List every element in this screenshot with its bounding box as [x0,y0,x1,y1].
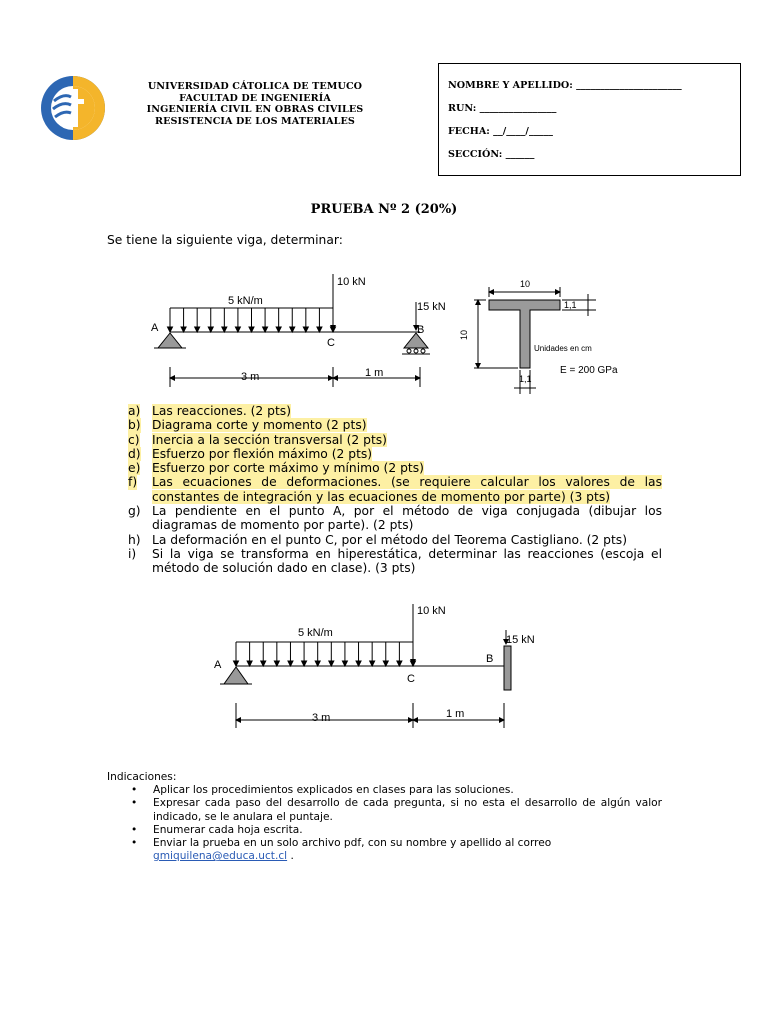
bullet-icon: • [131,837,138,850]
intro-text: Se tiene la siguiente viga, determinar: [107,233,343,247]
indication-text: Aplicar los procedimientos explicados en clases para las soluciones. [153,784,514,797]
question-letter: a) [128,404,141,418]
question-a [128,404,662,418]
bullet-icon: • [131,823,138,836]
university-logo [40,75,106,141]
node-c-label: C [407,673,415,685]
pin-support-a [224,667,248,684]
header-line: INGENIERÍA CIVIL EN OBRAS CIVILES [146,104,364,115]
span1-label: 3 m [241,371,260,383]
email-suffix: . [287,850,294,863]
university-header [120,81,390,127]
indication-text: Enumerar cada hoja escrita. [153,823,303,836]
question-g [128,504,662,533]
indication-text: Expresar cada paso del desarrollo de cada pregunta, si no esta el desarrollo de algún valor indicado, se le anulara el puntaje. [153,797,662,823]
name-field[interactable]: NOMBRE Y APELLIDO: ______________________ [448,80,682,91]
page-title: PRUEBA Nº 2 (20%) [310,202,458,217]
load-arrow-head [234,661,239,666]
section-field[interactable]: SECCIÓN: ______ [448,149,535,160]
email-link[interactable]: gmiquilena@educa.uct.cl [153,850,288,863]
indications-block [107,771,662,863]
span2-label: 1 m [365,367,384,379]
flange-thick-label: 1,1 [564,300,577,310]
load-arrow-head [315,661,320,666]
bullet-icon: • [131,784,138,797]
indication-item [107,837,662,863]
load-arrow-head [274,661,279,666]
node-c-label: C [327,337,335,349]
question-text: Las reacciones. (2 pts) [152,404,291,418]
header-line: FACULTAD DE INGENIERÍA [179,92,331,104]
load-arrow-head [247,661,252,666]
point-load-label: 10 kN [417,605,446,617]
load-arrow-head [302,661,307,666]
indication-text: Enviar la prueba en un solo archivo pdf, con su nombre y apellido al correo [153,837,552,850]
indication-item [107,784,662,797]
node-b-label: B [486,653,494,665]
span2-label: 1 m [446,708,465,720]
question-letter: e) [128,461,141,476]
load-arrow-head [370,661,375,666]
question-d [128,447,662,461]
bullet-icon: • [131,797,138,810]
question-list [128,404,662,576]
question-letter: f) [128,475,138,490]
question-text: La deformación en el punto C, por el método del Teorema Castigliano. (2 pts) [152,532,627,547]
web-thick-label: 1,1 [519,374,532,384]
modulus-label: E = 200 GPa [560,365,618,376]
question-c [128,433,662,447]
point-load-label: 10 kN [337,276,366,288]
question-text: Diagrama corte y momento (2 pts) [152,418,367,433]
node-a-label: A [151,322,159,334]
question-text: La pendiente en el punto A, por el método de viga conjugada (dibujar los diagramas de momento por parte). (2 pts) [152,504,662,533]
end-load-label: 15 kN [506,634,535,646]
question-letter: b) [128,418,141,433]
date-field[interactable]: FECHA: __/____/_____ [448,126,553,137]
header-line: UNIVERSIDAD CÁTOLICA DE TEMUCO [147,81,363,92]
question-letter: h) [128,532,141,547]
beam-diagram-2 [0,598,768,738]
height-label: 10 [459,329,469,340]
question-text: Las ecuaciones de deformaciones. (se requiere calcular los valores de las constantes de integración y las ecuaciones de momento por parte) (3 pts) [152,475,662,504]
question-text: Esfuerzo por flexión máximo (2 pts) [152,446,373,461]
question-i [128,547,662,576]
question-text: Inercia a la sección transversal (2 pts) [152,432,387,447]
load-arrow-head [261,661,266,666]
units-label: Unidades en cm [534,344,592,353]
tee-section-diagram [0,270,768,400]
indication-item [107,797,662,823]
load-arrow-head [397,661,402,666]
header-line: RESISTENCIA DE LOS MATERIALES [155,115,355,127]
indication-item [107,824,662,837]
load-arrow-head [288,661,293,666]
load-arrow-head [383,661,388,666]
run-field[interactable]: RUN: ________________ [448,103,557,114]
dist-load-label: 5 kN/m [298,627,333,639]
load-arrow-head [342,661,347,666]
question-letter: c) [128,432,140,447]
span1-label: 3 m [312,712,331,724]
student-info-box [438,63,741,176]
question-e [128,461,662,475]
question-letter: g) [128,504,141,519]
fixed-support-b [504,646,511,690]
question-text: Si la viga se transforma en hiperestática, determinar las reacciones (escoja el método de solución dado en clase). (3 pts) [152,546,662,576]
end-load-label: 15 kN [417,301,446,313]
flange-width-label: 10 [520,279,531,289]
question-letter: i) [128,546,137,561]
load-arrow-head [329,661,334,666]
question-h [128,533,662,547]
question-b [128,418,662,432]
question-text: Esfuerzo por corte máximo y mínimo (2 pts) [152,461,424,476]
question-f [128,475,662,504]
node-a-label: A [214,659,222,671]
node-b-label: B [417,324,425,336]
load-arrow-head [356,661,361,666]
question-letter: d) [128,446,141,461]
dist-load-label: 5 kN/m [228,295,263,307]
indications-heading: Indicaciones: [107,771,177,783]
